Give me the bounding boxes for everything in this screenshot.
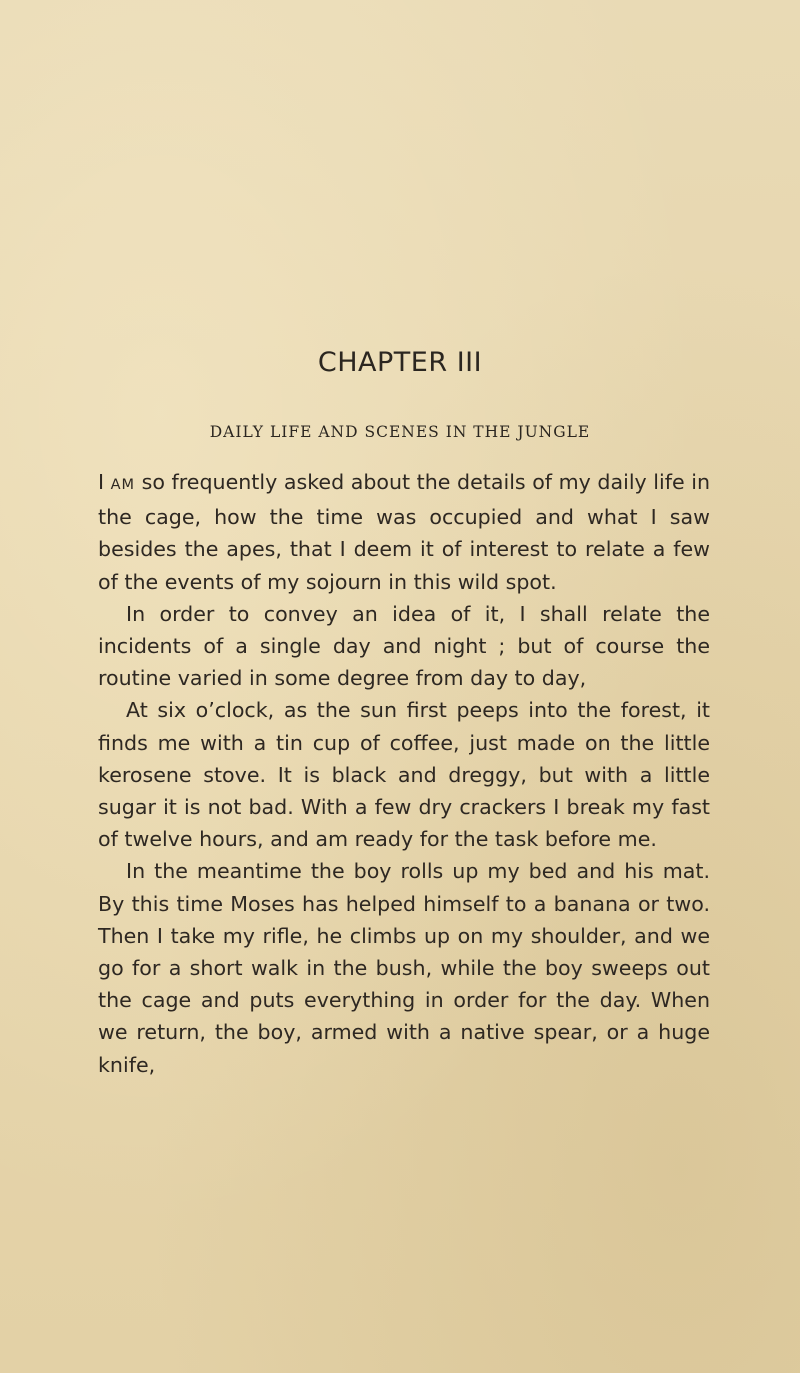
chapter-body <box>98 466 710 1081</box>
paragraph-3: At six o’clock, as the sun first peeps into the forest, it finds me with a tin cup of coffee, just made on the little kerosene stove. It is black and dreggy, but with a little sugar it is not bad. With a few dry crackers I break my fast of twelve hours, and am ready for the task before me. <box>98 698 710 852</box>
chapter-title: CHAPTER III <box>317 347 483 378</box>
paragraph-4: In the meantime the boy rolls up my bed and his mat. By this time Moses has helped himself to a banana or two. Then I take my rifle, he climbs up on my shoulder, and we go for a short walk in the bush, while the boy sweeps out the cage and puts everything in order for the day. When we return, the boy, armed with a native spear, or a huge knife, <box>98 859 710 1077</box>
paragraph-1-smallcaps: AM <box>110 477 136 493</box>
paragraph-1 <box>98 466 710 598</box>
chapter-subtitle: DAILY LIFE AND SCENES IN THE JUNGLE <box>209 423 591 441</box>
paragraph-2: In order to convey an idea of it, I shall relate the incidents of a single day and night ; but of course the routine varied in some degree from day to day, <box>98 601 710 691</box>
paragraph-1-text: so frequently asked about the details of my daily life in the cage, how the time was occupied and what I saw besides the apes, that I deem it of interest to relate a few of the events of my sojourn in this wild spot. <box>98 470 711 594</box>
paragraph-1-initial: I <box>98 470 105 494</box>
